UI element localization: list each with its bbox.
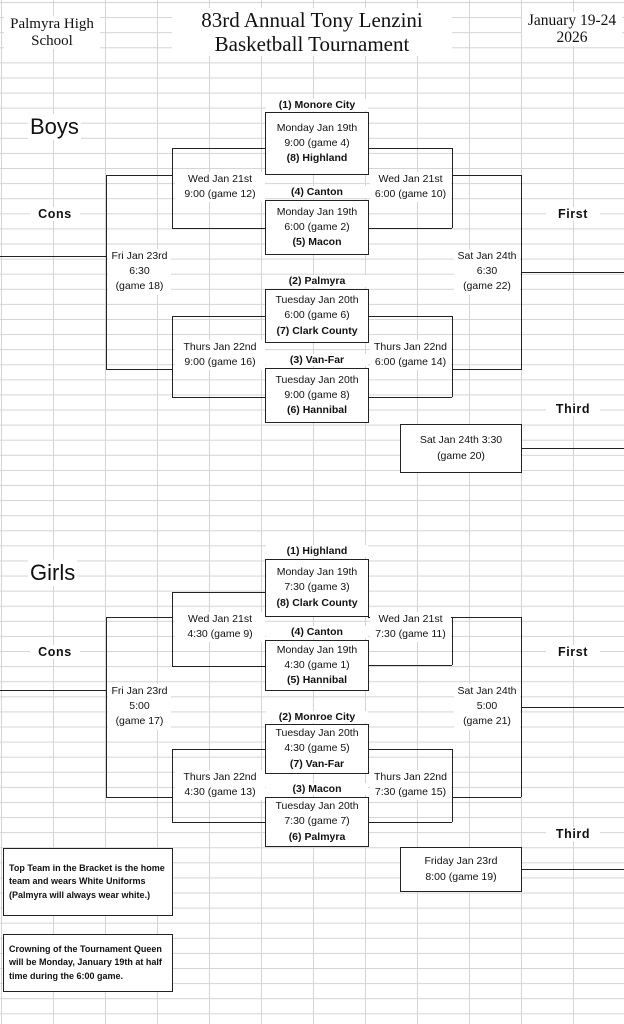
game-time: 6:30 <box>129 265 150 278</box>
girls-cons-label: Cons <box>30 645 80 659</box>
game-number: (game 18) <box>115 280 164 293</box>
bracket-line <box>172 316 173 397</box>
game-time: 4:30 (game 5) <box>284 742 350 755</box>
game-time: 6:00 (game 2) <box>284 220 350 233</box>
bracket-line <box>452 617 453 665</box>
game-day: Friday Jan 23rd <box>424 855 498 868</box>
girls-cons-bracket <box>106 617 107 797</box>
boys-first-line <box>521 272 624 273</box>
bracket-line <box>172 666 266 667</box>
bracket-line <box>106 369 172 370</box>
girls-seed-8: (8) Clark County <box>276 596 358 609</box>
boys-seed-8: (8) Highland <box>286 152 348 165</box>
girls-third-label: Third <box>546 827 600 841</box>
game-time: 9:00 (game 16) <box>184 356 256 369</box>
game-time: 9:00 (game 8) <box>284 388 350 401</box>
bracket-line <box>106 797 172 798</box>
game-number: (game 17) <box>115 715 164 728</box>
bracket-line <box>172 316 266 317</box>
bracket-line <box>452 175 521 176</box>
tournament-title: 83rd Annual Tony Lenzini Basketball Tournament <box>172 8 452 56</box>
game-time: 4:30 (game 13) <box>184 786 256 799</box>
game-day: Fri Jan 23rd <box>111 250 168 262</box>
game-time: 7:30 (game 3) <box>284 581 350 594</box>
game-date: Tuesday Jan 20th <box>275 373 359 386</box>
game-time: 4:30 (game 1) <box>284 658 350 671</box>
game-date: Tuesday Jan 20th <box>275 727 359 740</box>
note-text: Top Team in the Bracket is the home team and wears White Uniforms (Palmyra will always wear white.) <box>9 863 165 900</box>
boys-section-title: Boys <box>30 114 79 139</box>
girls-first-label: First <box>546 645 600 659</box>
game-day: Sat Jan 24th <box>457 685 517 697</box>
boys-seed-6: (6) Hannibal <box>286 404 348 417</box>
bracket-line <box>172 228 266 229</box>
game-day: Thurs Jan 22nd <box>183 771 257 783</box>
home-team-note <box>3 848 173 916</box>
girls-third-line <box>521 869 624 870</box>
girls-seed-2: (2) Monroe City <box>266 711 368 723</box>
boys-game-12 <box>175 172 265 202</box>
girls-game-5 <box>265 724 369 774</box>
boys-game-14 <box>370 340 451 370</box>
boys-seed-3: (3) Van-Far <box>266 354 368 366</box>
game-date: Monday Jan 19th <box>276 643 358 656</box>
bracket-line <box>172 148 266 149</box>
boys-game-4 <box>265 112 369 175</box>
girls-seed-1: (1) Highland <box>266 545 368 557</box>
game-time: 6:00 (game 14) <box>374 356 447 369</box>
game-time: 7:30 (game 15) <box>374 786 447 799</box>
bracket-line <box>452 749 453 822</box>
game-number: (game 21) <box>463 715 511 728</box>
girls-game-7 <box>265 797 369 847</box>
girls-seed-3: (3) Macon <box>266 783 368 795</box>
bracket-line <box>172 749 266 750</box>
game-day: Fri Jan 23rd <box>111 685 168 697</box>
game-time: 7:30 (game 7) <box>284 815 350 828</box>
boys-cons-bracket <box>106 175 107 370</box>
bracket-line <box>452 797 521 798</box>
bracket-line <box>172 592 173 666</box>
girls-section-title: Girls <box>30 560 76 585</box>
bracket-line <box>452 316 453 397</box>
bracket-line <box>368 665 452 666</box>
boys-seed-7: (7) Clark County <box>276 324 358 337</box>
girls-first-line <box>521 707 624 708</box>
boys-game-20 <box>400 424 522 473</box>
game-date: Tuesday Jan 20th <box>275 800 359 813</box>
bracket-line <box>368 397 452 398</box>
game-time: 6:00 (game 6) <box>284 309 350 322</box>
game-time: 9:00 (game 4) <box>284 136 350 149</box>
girls-seed-5: (5) Hannibal <box>286 674 348 687</box>
bracket-line <box>172 148 173 228</box>
boys-game-2 <box>265 200 369 255</box>
girls-game-9 <box>175 612 265 642</box>
girls-seed-7: (7) Van-Far <box>289 757 345 770</box>
school-name: Palmyra High School <box>4 16 100 49</box>
game-date: Monday Jan 19th <box>276 205 358 218</box>
tournament-queen-note <box>3 934 173 992</box>
game-number: (game 22) <box>463 280 511 293</box>
boys-first-label: First <box>546 207 600 221</box>
boys-third-line <box>521 448 624 449</box>
game-day: Wed Jan 21st <box>187 173 252 185</box>
game-day: Thurs Jan 22nd <box>374 341 447 353</box>
game-day: Wed Jan 21st <box>187 613 252 625</box>
boys-seed-5: (5) Macon <box>292 236 342 249</box>
girls-game-19 <box>400 847 522 892</box>
game-day: Thurs Jan 22nd <box>183 341 257 353</box>
girls-cons-line <box>0 690 106 691</box>
game-day: Sat Jan 24th 3:30 <box>419 434 503 447</box>
girls-game-1 <box>265 640 369 691</box>
bracket-line <box>172 822 266 823</box>
girls-game-21 <box>454 684 520 730</box>
boys-cons-line <box>0 256 106 257</box>
game-time: 5:00 <box>476 700 498 713</box>
bracket-line <box>368 749 452 750</box>
game-day: Wed Jan 21st <box>378 173 443 185</box>
bracket-line <box>452 148 453 228</box>
game-date: Tuesday Jan 20th <box>275 294 359 307</box>
boys-third-label: Third <box>546 402 600 416</box>
game-time: 9:00 (game 12) <box>184 188 256 201</box>
boys-seed-4: (4) Canton <box>266 186 368 198</box>
bracket-line <box>452 617 521 618</box>
game-time: 5:00 <box>129 700 150 713</box>
boys-cons-label: Cons <box>30 207 80 221</box>
boys-game-10 <box>370 172 451 202</box>
boys-game-6 <box>265 289 369 343</box>
game-day: Sat Jan 24th <box>457 250 517 262</box>
girls-seed-6: (6) Palmyra <box>288 830 346 843</box>
boys-game-8 <box>265 368 369 423</box>
boys-seed-1: (1) Monore City <box>266 99 368 111</box>
girls-game-13 <box>175 770 265 800</box>
girls-game-11 <box>370 612 451 642</box>
game-number: 8:00 (game 19) <box>425 870 497 883</box>
boys-game-22 <box>454 249 520 295</box>
bracket-line <box>106 617 172 618</box>
game-date: Monday Jan 19th <box>276 121 358 134</box>
girls-game-3 <box>265 559 369 617</box>
game-number: (game 20) <box>437 449 485 462</box>
girls-seed-4: (4) Canton <box>266 626 368 638</box>
note-text: Crowning of the Tournament Queen will be Monday, January 19th at half time during the 6:00 game. <box>9 944 162 981</box>
bracket-line <box>172 397 266 398</box>
girls-game-15 <box>370 770 451 800</box>
game-time: 4:30 (game 9) <box>187 628 253 641</box>
boys-game-16 <box>175 340 265 370</box>
game-time: 7:30 (game 11) <box>375 628 446 641</box>
game-time: 6:30 <box>476 265 498 278</box>
bracket-line <box>368 822 452 823</box>
bracket-line <box>368 316 452 317</box>
girls-game-17 <box>108 684 171 730</box>
boys-game-18 <box>108 249 171 295</box>
bracket-line <box>172 749 173 822</box>
game-date: Monday Jan 19th <box>276 566 358 579</box>
bracket-line <box>452 369 521 370</box>
bracket-line <box>172 592 266 593</box>
game-time: 6:00 (game 10) <box>374 188 447 201</box>
bracket-line <box>368 148 452 149</box>
tournament-dates: January 19-24 2026 <box>522 12 622 46</box>
bracket-line <box>106 175 172 176</box>
bracket-line <box>368 228 452 229</box>
game-day: Wed Jan 21st <box>378 613 443 625</box>
game-day: Thurs Jan 22nd <box>374 771 447 783</box>
boys-seed-2: (2) Palmyra <box>266 275 368 287</box>
